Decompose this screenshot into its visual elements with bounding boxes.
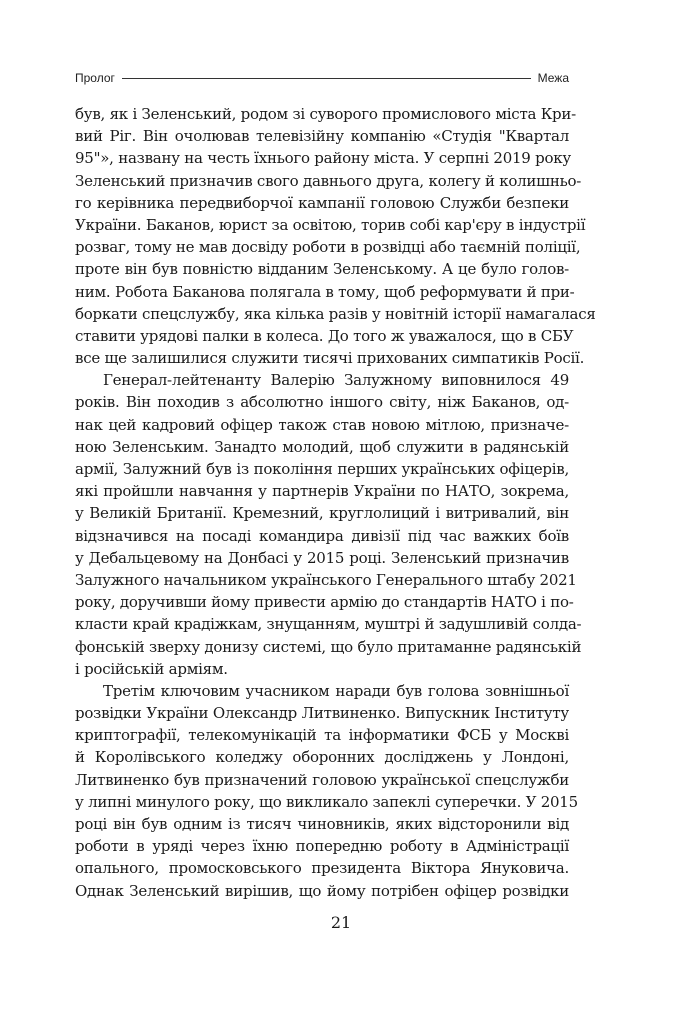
chapter-title: Межа: [537, 71, 569, 85]
page-number: 21: [330, 913, 352, 932]
text-line: Литвиненко був призначений головою української спецслужби: [75, 770, 569, 789]
text-line: вий Ріг. Він очолював телевізійну компанію «Студія "Квартал: [75, 127, 569, 146]
text-line: класти край крадіжкам, знущанням, муштрі й задушливій солда-: [75, 615, 582, 634]
text-line: був, як і Зеленський, родом зі суворого промислового міста Кри-: [75, 105, 576, 123]
text-line: році він був одним із тисяч чиновників, яких відсторонили від: [75, 815, 569, 833]
text-line: у Великій Британії. Кремезний, круглолиций і витривалий, він: [75, 504, 569, 523]
text-line: ною Зеленським. Занадто молодий, щоб служити в радянській: [75, 437, 569, 456]
text-line: й Королівського коледжу оборонних досліджень у Лондоні,: [75, 748, 569, 767]
running-header: [75, 68, 569, 88]
text-line: Однак Зеленський вирішив, що йому потрібен офіцер розвідки: [75, 881, 569, 900]
text-line: ставити урядові палки в колеса. До того ж уважалося, що в СБУ: [75, 326, 574, 345]
text-line: го керівника передвиборчої кампанії головою Служби безпеки: [75, 193, 569, 212]
text-line: Третім ключовим учасником наради був голова зовнішньої: [103, 681, 569, 700]
text-line: розваг, тому не мав досвіду роботи в розвідці або таємній поліції,: [75, 238, 581, 257]
text-line: Залужного начальником українського Генерального штабу 2021: [75, 570, 577, 589]
text-line: Зеленський призначив свого давнього друга, колегу й колишньо-: [75, 171, 582, 190]
text-line: у липні минулого року, що викликало запеклі суперечки. У 2015: [75, 792, 578, 811]
text-line: проте він був повністю відданим Зеленському. А це було голов-: [75, 260, 569, 279]
text-line: фонській зверху донизу системі, що було притаманне радянській: [75, 637, 582, 656]
text-line: 95"», названу на честь їхнього району міста. У серпні 2019 року: [75, 149, 571, 168]
text-line: опального, промосковського президента Віктора Януковича.: [75, 859, 569, 878]
text-line: криптографії, телекомунікацій та інформатики ФСБ у Москві: [75, 726, 569, 745]
body-text: [75, 103, 596, 902]
text-line: армії, Залужний був із покоління перших українських офіцерів,: [75, 460, 569, 478]
text-line: року, доручивши йому привести армію до стандартів НАТО і по-: [75, 593, 574, 612]
header-rule: [122, 78, 531, 79]
text-line: ним. Робота Баканова полягала в тому, щоб реформувати й при-: [75, 282, 575, 301]
text-line: років. Він походив з абсолютно іншого світу, ніж Баканов, од-: [75, 393, 569, 412]
text-line: все ще залишилися служити тисячі прихованих симпатиків Росії.: [75, 349, 585, 368]
text-line: і російській арміям.: [75, 659, 228, 678]
text-line: розвідки України Олександр Литвиненко. Випускник Інституту: [75, 704, 569, 723]
text-line: які пройшли навчання у партнерів України по НАТО, зокрема,: [75, 482, 569, 501]
text-line: відзначився на посаді командира дивізії під час важких боїв: [75, 526, 569, 545]
text-line: у Дебальцевому на Донбасі у 2015 році. Зеленський призначив: [75, 548, 569, 567]
section-title: Пролог: [75, 71, 115, 85]
text-line: нак цей кадровий офіцер також став новою мітлою, призначе-: [75, 415, 569, 434]
text-line: роботи в уряді через їхню попередню роботу в Адміністрації: [75, 837, 569, 856]
text-line: України. Баканов, юрист за освітою, торив собі кар'єру в індустрії: [75, 215, 586, 234]
text-line: боркати спецслужбу, яка кілька разів у новітній історії намагалася: [75, 304, 596, 323]
text-line: Генерал-лейтенанту Валерію Залужному виповнилося 49: [103, 371, 569, 390]
